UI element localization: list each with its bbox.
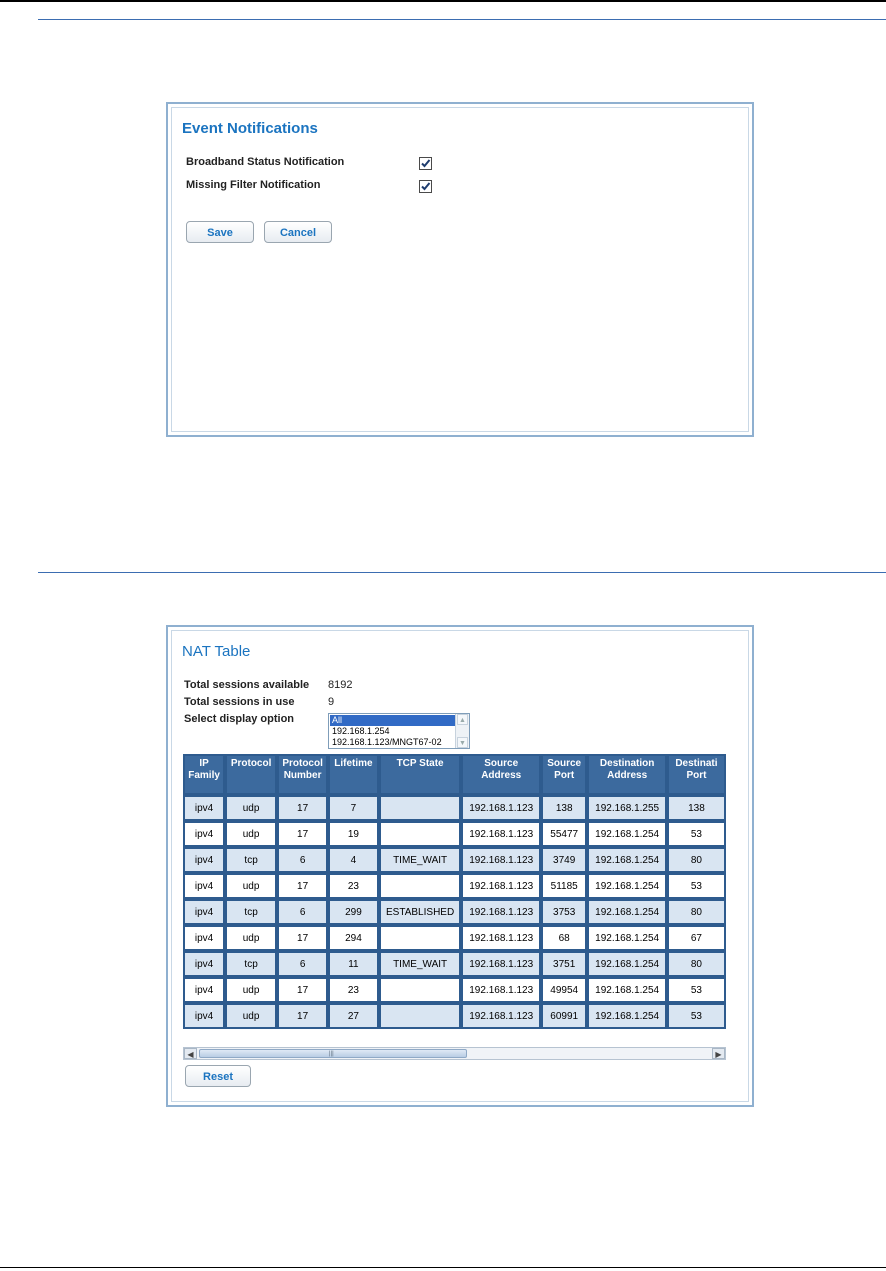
table-cell: 53 [667,1003,726,1029]
column-header: TCP State [379,754,462,795]
listbox-scrollbar[interactable] [455,714,469,748]
table-header-row [183,754,726,795]
column-header: Lifetime [328,754,379,795]
bottom-rule [0,1267,886,1268]
table-cell: udp [225,1003,277,1029]
table-cell: 192.168.1.123 [461,1003,540,1029]
table-row [183,899,726,925]
listbox-option-gateway[interactable]: 192.168.1.254 [332,726,390,736]
table-cell: 60991 [541,1003,587,1029]
table-cell: 17 [277,1003,328,1029]
table-horizontal-scrollbar[interactable] [183,1047,726,1060]
nat-table-title: NAT Table [182,643,251,660]
table-cell: udp [225,925,277,951]
table-cell: 192.168.1.254 [587,821,666,847]
scroll-down-icon[interactable]: ▼ [457,737,468,748]
table-cell: 17 [277,925,328,951]
listbox-option-host[interactable]: 192.168.1.123/MNGT67-02 [332,737,442,747]
table-cell: 192.168.1.254 [587,1003,666,1029]
grip-icon: ||| [329,1051,334,1057]
column-header: Source Port [541,754,587,795]
table-cell: 53 [667,873,726,899]
column-header: IP Family [183,754,225,795]
table-cell: 192.168.1.123 [461,899,540,925]
table-cell: 192.168.1.123 [461,977,540,1003]
broadband-status-checkbox[interactable] [419,157,432,170]
nat-table-viewport [183,754,726,1046]
column-header: Source Address [461,754,540,795]
section-rule [38,572,886,573]
table-row [183,977,726,1003]
table-cell: 192.168.1.254 [587,899,666,925]
section-rule [38,19,886,20]
table-cell: ipv4 [183,873,225,899]
table-cell: ipv4 [183,977,225,1003]
table-cell: ESTABLISHED [379,899,462,925]
table-row [183,847,726,873]
table-row [183,951,726,977]
table-row [183,795,726,821]
table-cell: udp [225,977,277,1003]
total-available-label: Total sessions available [184,679,310,691]
table-cell: 80 [667,899,726,925]
missing-filter-label: Missing Filter Notification [186,179,321,191]
table-cell [379,821,462,847]
event-notifications-panel [166,102,754,437]
table-cell: 51185 [541,873,587,899]
total-available-value: 8192 [328,679,353,691]
table-cell: udp [225,795,277,821]
table-cell: 192.168.1.123 [461,795,540,821]
table-cell: ipv4 [183,899,225,925]
scroll-left-icon[interactable]: ◀ [184,1048,197,1059]
table-cell: tcp [225,951,277,977]
table-cell: 27 [328,1003,379,1029]
table-cell: 80 [667,847,726,873]
display-option-listbox[interactable] [328,713,470,749]
table-cell: 6 [277,847,328,873]
table-cell: 23 [328,977,379,1003]
table-cell: 192.168.1.123 [461,951,540,977]
missing-filter-checkbox[interactable] [419,180,432,193]
scrollbar-thumb[interactable] [199,1049,467,1058]
table-cell: ipv4 [183,847,225,873]
table-cell: 3751 [541,951,587,977]
table-cell: udp [225,873,277,899]
table-cell: 192.168.1.254 [587,951,666,977]
display-option-label: Select display option [184,713,295,725]
table-cell: TIME_WAIT [379,847,462,873]
table-row [183,925,726,951]
table-cell: 55477 [541,821,587,847]
table-cell: 68 [541,925,587,951]
table-row [183,1003,726,1029]
cancel-button[interactable]: Cancel [264,221,332,243]
table-cell: ipv4 [183,951,225,977]
table-cell: 192.168.1.255 [587,795,666,821]
table-cell: tcp [225,899,277,925]
table-cell: 23 [328,873,379,899]
listbox-option-all[interactable]: All [330,715,455,726]
checkmark-icon [420,158,431,169]
table-cell: 294 [328,925,379,951]
table-cell: 67 [667,925,726,951]
nat-table [183,754,726,1029]
table-cell [379,925,462,951]
table-cell: 4 [328,847,379,873]
table-cell: tcp [225,847,277,873]
table-cell: udp [225,821,277,847]
total-in-use-value: 9 [328,696,335,708]
table-row [183,821,726,847]
table-cell: 80 [667,951,726,977]
table-cell: 19 [328,821,379,847]
table-cell: 192.168.1.254 [587,977,666,1003]
table-cell: 53 [667,821,726,847]
broadband-status-label: Broadband Status Notification [186,156,345,168]
table-cell: 6 [277,899,328,925]
table-cell: ipv4 [183,1003,225,1029]
table-cell [379,977,462,1003]
checkmark-icon [420,181,431,192]
column-header: Destinati Port [667,754,726,795]
table-cell: ipv4 [183,821,225,847]
table-cell: 299 [328,899,379,925]
table-cell: 17 [277,873,328,899]
table-cell: 3749 [541,847,587,873]
table-cell: 17 [277,821,328,847]
reset-button[interactable]: Reset [185,1065,251,1087]
table-cell: 138 [667,795,726,821]
top-rule [0,0,886,2]
column-header: Destination Address [587,754,666,795]
table-cell: 192.168.1.123 [461,821,540,847]
scroll-right-icon[interactable]: ▶ [712,1048,725,1059]
scroll-up-icon[interactable]: ▲ [457,714,468,725]
table-cell: TIME_WAIT [379,951,462,977]
table-cell: 17 [277,977,328,1003]
table-cell: 53 [667,977,726,1003]
table-cell: 192.168.1.123 [461,847,540,873]
table-cell: 7 [328,795,379,821]
table-cell: 138 [541,795,587,821]
save-button[interactable]: Save [186,221,254,243]
table-cell: ipv4 [183,925,225,951]
table-cell: 192.168.1.254 [587,847,666,873]
table-cell: 192.168.1.123 [461,925,540,951]
table-cell: 192.168.1.254 [587,925,666,951]
event-notifications-title: Event Notifications [182,120,318,137]
total-in-use-label: Total sessions in use [184,696,295,708]
table-cell: 192.168.1.123 [461,873,540,899]
table-cell [379,873,462,899]
column-header: Protocol Number [277,754,328,795]
table-cell: 11 [328,951,379,977]
table-cell: ipv4 [183,795,225,821]
table-cell: 192.168.1.254 [587,873,666,899]
table-cell [379,1003,462,1029]
table-cell: 3753 [541,899,587,925]
table-row [183,873,726,899]
table-cell [379,795,462,821]
column-header: Protocol [225,754,277,795]
table-cell: 17 [277,795,328,821]
table-cell: 6 [277,951,328,977]
table-cell: 49954 [541,977,587,1003]
